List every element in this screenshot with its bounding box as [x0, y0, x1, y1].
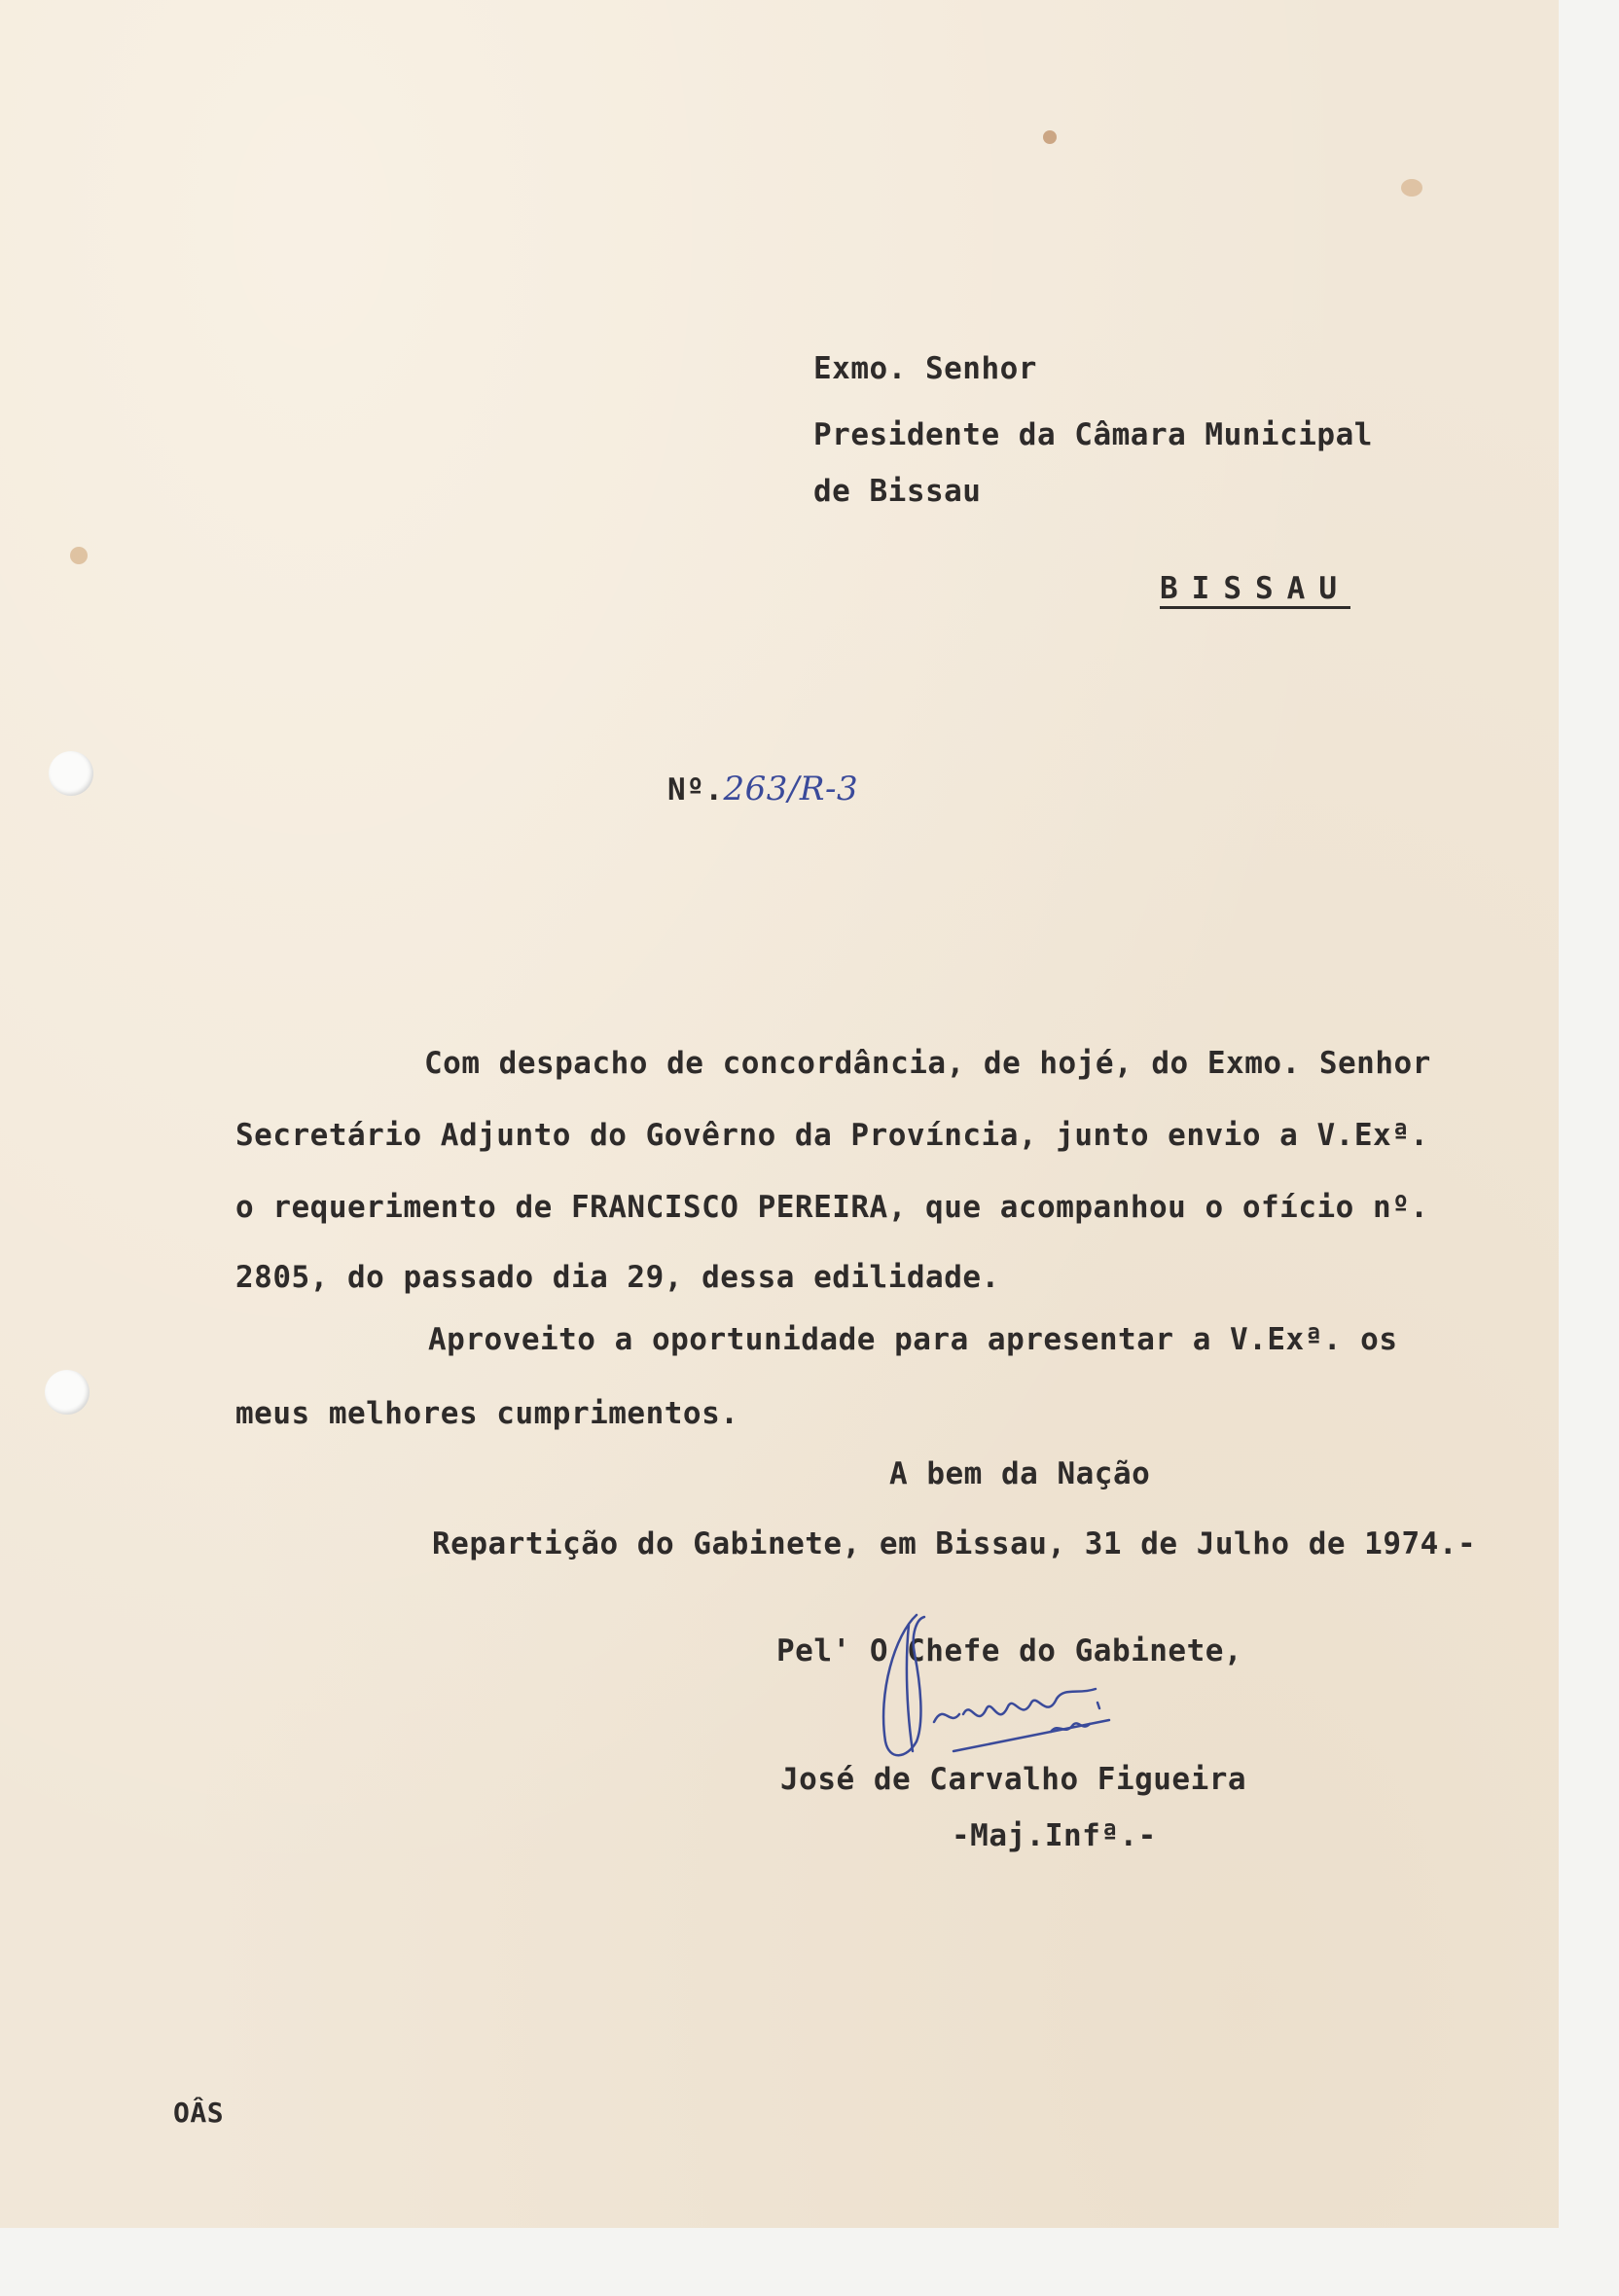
- typist-initials: OÂS: [173, 2097, 225, 2129]
- addressee-title-line1: Presidente da Câmara Municipal: [813, 417, 1373, 452]
- signatory-name: José de Carvalho Figueira: [780, 1762, 1247, 1797]
- signatory-rank: -Maj.Infª.-: [952, 1818, 1157, 1853]
- closing-place-date: Repartição do Gabinete, em Bissau, 31 de Julho de 1974.-: [432, 1526, 1477, 1561]
- scan-margin-bottom: [0, 2228, 1619, 2296]
- body-paragraph1-line3: o requerimento de FRANCISCO PEREIRA, que acompanhou o ofício nº.: [235, 1190, 1429, 1225]
- punch-hole-upper: [49, 751, 93, 796]
- addressee-salutation: Exmo. Senhor: [813, 351, 1037, 386]
- body-paragraph2-line1: Aproveito a oportunidade para apresentar a V.Exª. os: [428, 1322, 1398, 1357]
- closing-motto: A bem da Nação: [889, 1456, 1151, 1491]
- addressee-title-line2: de Bissau: [813, 474, 982, 509]
- body-paragraph1-line1: Com despacho de concordância, de hojé, do Exmo. Senhor: [424, 1046, 1431, 1081]
- scan-margin-right: [1559, 0, 1619, 2296]
- reference-number: [667, 772, 858, 806]
- handwritten-signature: [856, 1605, 1168, 1780]
- body-paragraph1-line4: 2805, do passado dia 29, dessa edilidade.: [235, 1260, 1000, 1295]
- addressee-city: BISSAU: [1160, 571, 1350, 606]
- closing-on-behalf: Pel' O Chefe do Gabinete,: [776, 1633, 1243, 1668]
- paper-stain: [1401, 179, 1422, 197]
- paper-stain: [70, 547, 88, 564]
- punch-hole-lower: [45, 1370, 90, 1415]
- paper-stain: [1043, 130, 1057, 144]
- reference-handwritten-number: 263/R-3: [723, 770, 859, 808]
- body-paragraph2-line2: meus melhores cumprimentos.: [235, 1396, 739, 1431]
- body-paragraph1-line2: Secretário Adjunto do Govêrno da Província, junto envio a V.Exª.: [235, 1118, 1429, 1153]
- reference-prefix: Nº.: [667, 772, 724, 807]
